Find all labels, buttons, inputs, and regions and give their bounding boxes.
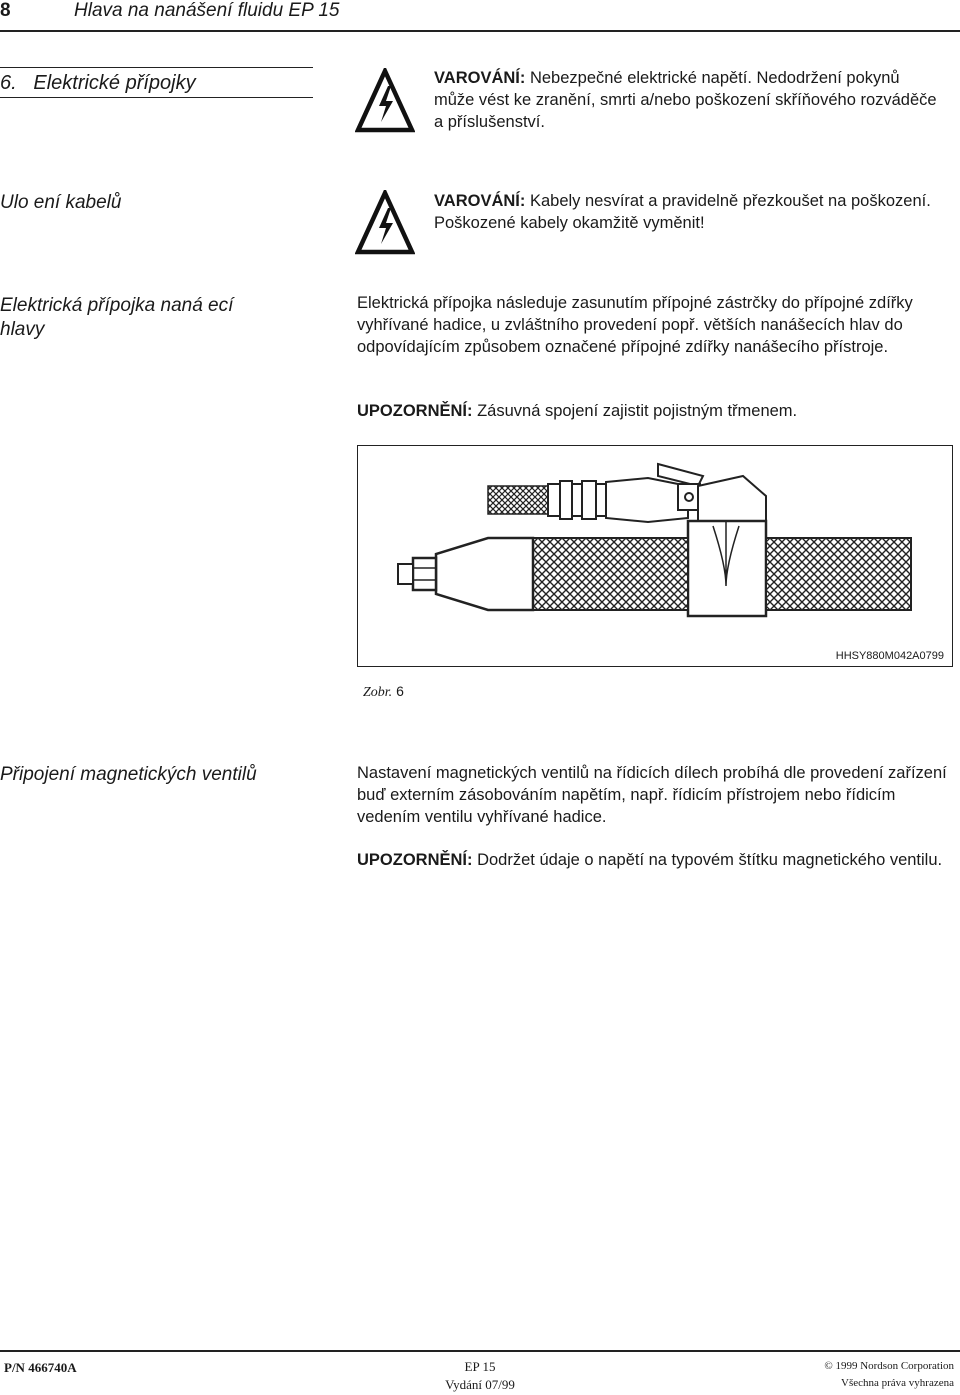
- hose-plug-illustration: [358, 446, 951, 665]
- footer-model-edition: [430, 1358, 530, 1394]
- valves-heading: Připojení magnetických ventilů: [0, 764, 257, 785]
- warning-triangle-lightning-icon: [355, 68, 415, 134]
- warning-text: Kabely nesvírat a pravidelně přezkoušet na poškození. Poškozené kabely okamžitě vyměnit!: [434, 192, 931, 232]
- connection-body: Elektrická přípojka následuje zasunutím přípojné zástrčky do přípojné zdířky vyhřívané hadice, u zvláštního provedení popř. větších nanášecích hlav do odpovídajícím způsobem označené přípojné zdířky nanášecího přístroje.: [357, 294, 913, 356]
- cables-heading: Ulo ení kabelů: [0, 192, 122, 213]
- warning-triangle-lightning-icon: [355, 190, 415, 256]
- footer-rights: Všechna práva vyhrazena: [841, 1377, 954, 1389]
- footer-model: EP 15: [464, 1359, 496, 1374]
- caution-text: Dodržet údaje o napětí na typovém štítku magnetického ventilu.: [472, 851, 943, 869]
- figure-code: HHSY880M042A0799: [835, 650, 944, 662]
- connection-heading-line1: Elektrická přípojka naná ecí: [0, 295, 234, 316]
- warning-label: VAROVÁNÍ:: [434, 192, 526, 210]
- caution-label: UPOZORNĚNÍ:: [357, 402, 473, 420]
- warning-label: VAROVÁNÍ:: [434, 69, 526, 87]
- caption-number: 6: [392, 683, 404, 699]
- caution-text: Zásuvná spojení zajistit pojistným třmenem.: [472, 402, 798, 420]
- figure-hose-connection: [357, 445, 953, 667]
- connection-caution: [357, 400, 947, 422]
- footer-rule: [0, 1350, 960, 1352]
- footer-edition: Vydání 07/99: [445, 1377, 515, 1392]
- valves-caution: [357, 849, 947, 871]
- footer-copyright: [824, 1358, 954, 1392]
- valves-body: Nastavení magnetických ventilů na řídicích dílech probíhá dle provedení zařízení buď externím zásobováním napětím, např. řídicím přístrojem nebo řídicím vedením ventilu vyhřívané hadice.: [357, 764, 947, 826]
- footer-copyright-line: © 1999 Nordson Corporation: [824, 1360, 954, 1372]
- figure-caption: [363, 683, 404, 701]
- caution-label: UPOZORNĚNÍ:: [357, 851, 473, 869]
- section-rule-top: [0, 67, 313, 68]
- warning-cables: [434, 190, 944, 234]
- connection-heading-line2: hlavy: [0, 319, 45, 340]
- page-number: 8: [0, 0, 11, 21]
- page-header-title: Hlava na nanášení fluidu EP 15: [74, 0, 340, 21]
- section-rule-bottom: [0, 97, 313, 98]
- warning-electrical-voltage: [434, 67, 944, 133]
- warning-text: Nebezpečné elektrické napětí. Nedodržení pokynů může vést ke zranění, smrti a/nebo poškození skříňového rozváděče a příslušenství.: [434, 69, 937, 131]
- footer-part-number: P/N 466740A: [4, 1360, 77, 1375]
- section-title: 6. Elektrické přípojky: [0, 72, 196, 94]
- header-rule: [0, 30, 960, 32]
- caption-prefix: Zobr.: [363, 685, 393, 700]
- connection-heading: [0, 294, 233, 342]
